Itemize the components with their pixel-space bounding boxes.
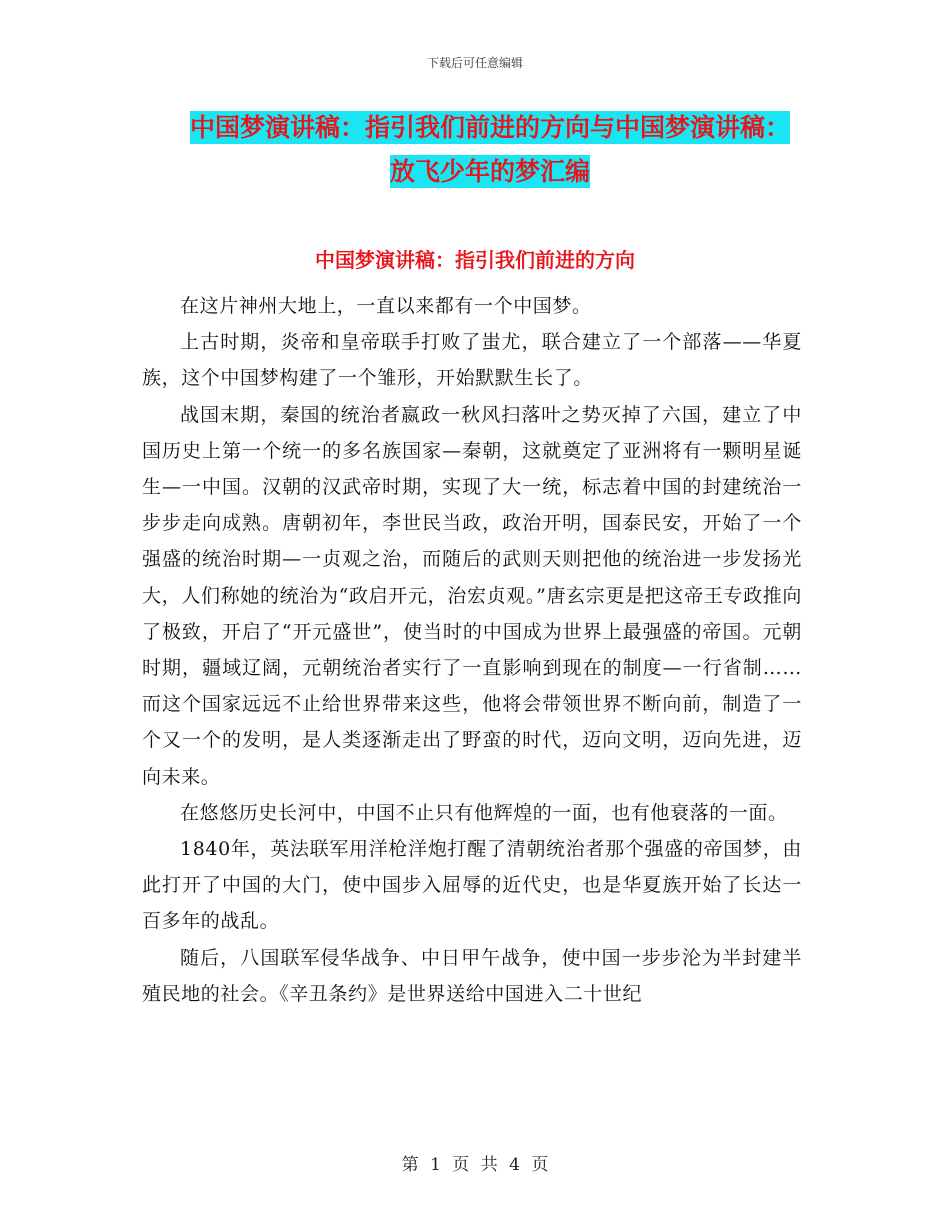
header-note: 下载后可任意编辑 <box>426 56 523 70</box>
paragraph: 在这片神州大地上，一直以来都有一个中国梦。 <box>180 295 592 317</box>
paragraph: 战国末期，秦国的统治者嬴政一秋风扫落叶之势灭掉了六国，建立了中国历史上第一个统一的多名族国家—秦朝，这就奠定了亚洲将有一颗明星诞生—一中国。汉朝的汉武帝时期，实现了大一统，标志着中国的封建统治一步步走向成熟。唐朝初年，李世民当政，政治开明，国泰民安，开始了一个强盛的统治时期—一贞观之治，而随后的武则天则把他的统治进一步发扬光大，人们称她的统治为“政启开元，治宏贞观。”唐玄宗更是把这帝王专政推向了极致，开启了“开元盛世”，使当时的中国成为世界上最强盛的帝国。元朝时期，疆域辽阔，元朝统治者实行了一直影响到现在的制度—一行省制……而这个国家远远不止给世界带来这些，他将会带领世界不断向前，制造了一个又一个的发明，是人类逐渐走出了野蛮的时代，迈向文明，迈向先进，迈向未来。 <box>142 403 802 788</box>
page-number: 第 1 页 共 4 页 <box>401 1155 549 1175</box>
paragraph: 1840年，英法联军用洋枪洋炮打醒了清朝统治者那个强盛的帝国梦，由此打开了中国的大门，使中国步入屈辱的近代史，也是华夏族开始了长达一百多年的战乱。 <box>142 838 802 933</box>
paragraph: 随后，八国联军侵华战争、中日甲午战争，使中国一步步沦为半封建半殖民地的社会。《辛丑条约》是世界送给中国进入二十世纪 <box>142 946 802 1005</box>
paragraph: 上古时期，炎帝和皇帝联手打败了蚩尤，联合建立了一个部落——华夏族，这个中国梦构建了一个雏形，开始默默生长了。 <box>142 331 802 390</box>
document-title <box>140 106 840 194</box>
body-text <box>142 288 802 1012</box>
section-title: 中国梦演讲稿：指引我们前进的方向 <box>315 248 635 272</box>
document-title-line-2: 放飞少年的梦汇编 <box>389 157 590 186</box>
paragraph: 在悠悠历史长河中，中国不止只有他辉煌的一面，也有他衰落的一面。 <box>180 801 788 824</box>
document-title-line-1: 中国梦演讲稿：指引我们前进的方向与中国梦演讲稿： <box>189 113 790 142</box>
